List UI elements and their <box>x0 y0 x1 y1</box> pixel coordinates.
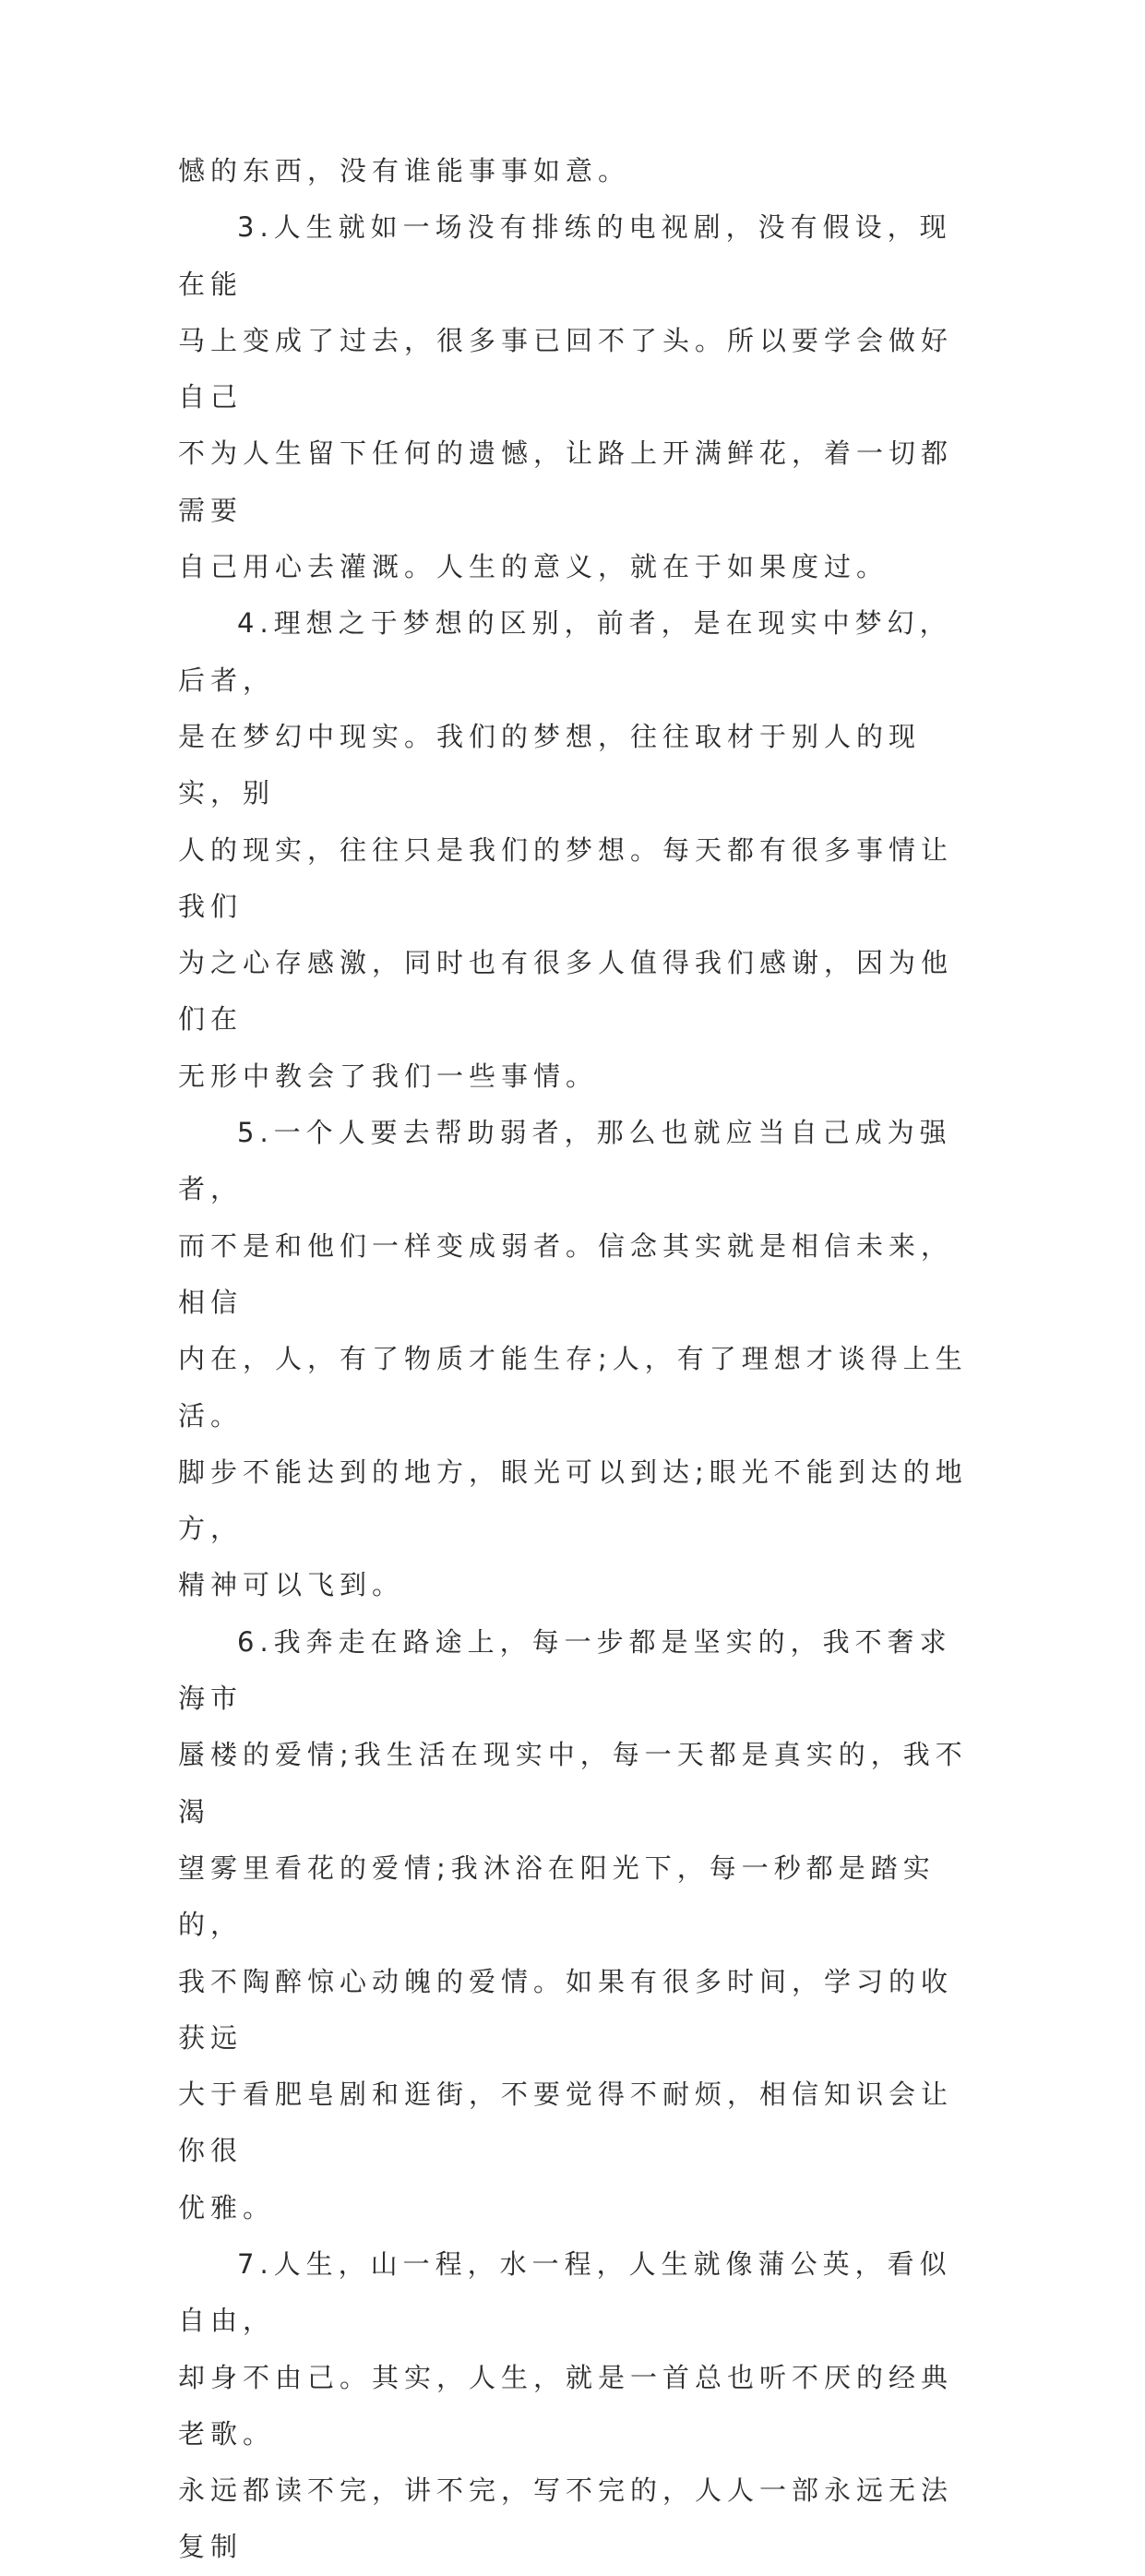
text-line: 我不陶醉惊心动魄的爱情。如果有很多时间，学习的收获远 <box>178 1965 954 2054</box>
paragraph-3 <box>178 199 973 595</box>
text-line: 为之心存感激，同时也有很多人值得我们感谢，因为他们在 <box>178 947 954 1036</box>
paragraph-5 <box>178 1105 973 1614</box>
text-line: 却身不由己。其实，人生，就是一首总也听不厌的经典老歌。 <box>178 2361 954 2450</box>
paragraph-continuation <box>178 143 973 199</box>
text-line: 马上变成了过去，很多事已回不了头。所以要学会做好自己 <box>178 324 954 413</box>
paragraph-6 <box>178 1614 973 2236</box>
text-line: 大于看肥皂剧和逛街，不要觉得不耐烦，相信知识会让你很 <box>178 2079 954 2167</box>
text-line: 蜃楼的爱情;我生活在现实中，每一天都是真实的，我不渴 <box>178 1739 968 1827</box>
body-text <box>178 143 973 2576</box>
text-line: 优雅。 <box>178 2191 276 2223</box>
text-line: 自己用心去灌溉。人生的意义，就在于如果度过。 <box>178 551 889 583</box>
text-line: 是在梦幻中现实。我们的梦想，往往取材于别人的现实，别 <box>178 720 922 809</box>
text-line: 永远都读不完，讲不完，写不完的，人人一部永远无法复制 <box>178 2474 954 2563</box>
text-line: 7.人生，山一程，水一程，人生就像蒲公英，看似自由， <box>178 2247 952 2337</box>
text-line: 无形中教会了我们一些事情。 <box>178 1060 599 1092</box>
text-line: 不为人生留下任何的遗憾，让路上开满鲜花，着一切都需要 <box>178 437 954 526</box>
text-line: 人的现实，往往只是我们的梦想。每天都有很多事情让我们 <box>178 833 954 922</box>
text-line: 5.一个人要去帮助弱者，那么也就应当自己成为强者， <box>178 1117 952 1205</box>
text-line: 而不是和他们一样变成弱者。信念其实就是相信未来，相信 <box>178 1229 954 1318</box>
text-line: 精神可以飞到。 <box>178 1569 405 1601</box>
paragraph-4 <box>178 595 973 1105</box>
text-line: 憾的东西，没有谁能事事如意。 <box>178 155 631 186</box>
text-line: 脚步不能达到的地方，眼光可以到达;眼光不能到达的地方， <box>178 1456 968 1545</box>
text-line: 6.我奔走在路途上，每一步都是坚实的，我不奢求海市 <box>178 1625 952 1715</box>
paragraph-7 <box>178 2236 973 2576</box>
text-line: 4.理想之于梦想的区别，前者，是在现实中梦幻，后者， <box>178 607 952 696</box>
text-line: 3.人生就如一场没有排练的电视剧，没有假设，现在能 <box>178 211 952 300</box>
text-line: 内在，人，有了物质才能生存;人，有了理想才谈得上生活。 <box>178 1343 968 1432</box>
text-line: 望雾里看花的爱情;我沐浴在阳光下，每一秒都是踏实的， <box>178 1851 936 1941</box>
